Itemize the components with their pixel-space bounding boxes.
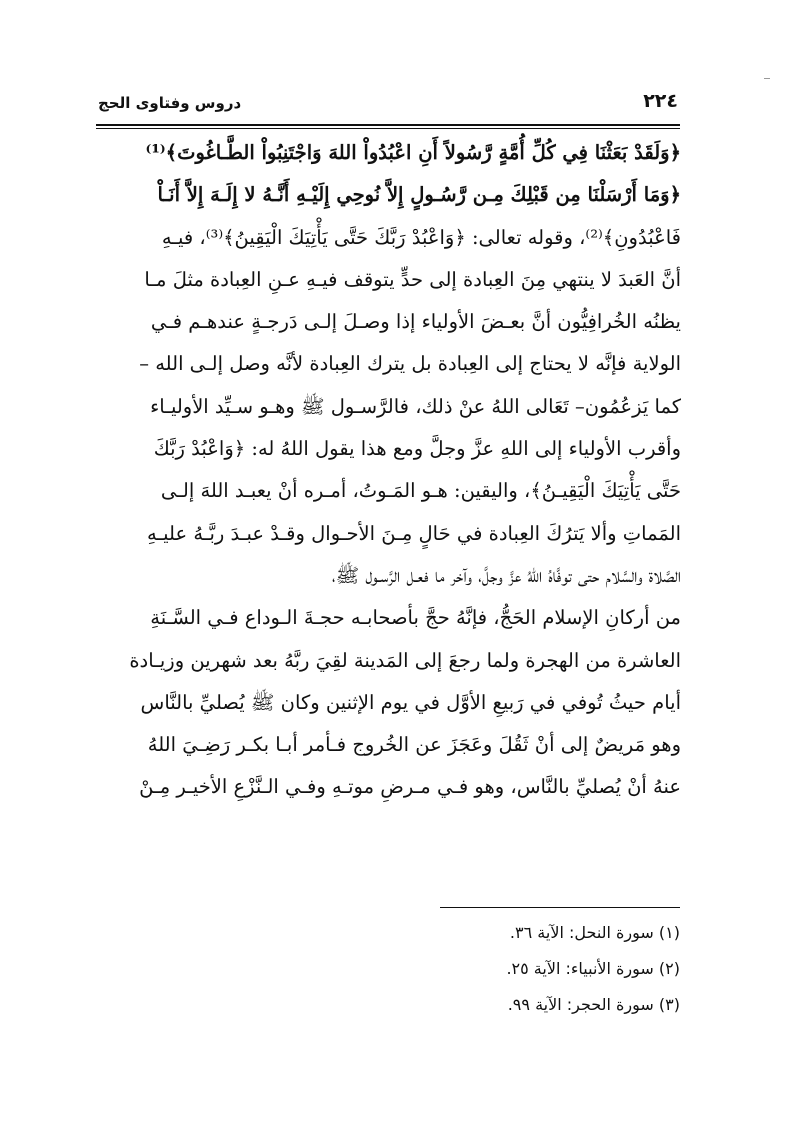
text-line: ﴿وَلَقَدْ بَعَثْنَا فِي كُلِّ أُمَّةٍ رَّسُولاً أَنِ اعْبُدُواْ اللهَ وَاجْتَنِبُواْ الطَّـاغُوتَ﴾⁽¹⁾: [145, 141, 681, 164]
text-line: ﴿وَمَا أَرْسَلْنَا مِن قَبْلِكَ مِـن رَّسُـولٍ إِلاَّ نُوحِي إِلَيْـهِ أَنَّـهُ لا إِلَـهَ إِلاَّ أَنَـاْ: [157, 183, 681, 207]
text-line: عنهُ أنْ يُصليِّ بالنَّاس، وهو فـي مـرضِ موتـهِ وفـي الـنَّزْعِ الأخيـر مِـنْ: [139, 775, 681, 799]
text-line: كما يَزعُمُون– تَعَالى اللهُ عنْ ذلك، فالرَّسـول ﷺ وهـو سـيِّد الأوليـاء: [150, 394, 681, 418]
text-line: الولاية فإنَّه لا يحتاج إلى العِبادة بل يترك العِبادة لأنَّه وصل إلـى الله –: [139, 352, 681, 376]
text-line: الصَّلاة والسَّلام حتى توفَّاهُ اللهُ عزَّ وجلَّ، وآخر ما فعـل الرَّسـول ﷺ،: [331, 563, 681, 587]
text-line: فَاعْبُدُونِ﴾⁽²⁾، وقوله تعالى: ﴿وَاعْبُدْ رَبَّكَ حَتَّى يَأْتِيَكَ الْيَقِينُ﴾⁽³⁾، فيـهِ: [161, 225, 681, 249]
text-line: أنَّ العَبدَ لا ينتهي مِنَ العِبادة إلى حدٍّ يتوقف فيـهِ عـنِ العِبادة مثلَ مـا: [144, 267, 681, 291]
footnote: (٣) سورة الحجر: الآية ٩٩.: [507, 995, 680, 1014]
text-line: من أركانِ الإسلام الحَجُّ، فإنَّهُ حجَّ بأصحابـه حجـةَ الـوداع فـي السَّـنَةِ: [150, 606, 681, 630]
scan-mark: [764, 78, 770, 79]
header-rule: [96, 124, 680, 126]
text-line: أيام حيثُ تُوفي في رَبيعِ الأوَّل في يوم الإثنين وكان ﷺ يُصليِّ بالنَّاس: [140, 690, 681, 714]
footnotes: [300, 915, 680, 1023]
text-line: العاشرة من الهجرة ولما رجعَ إلى المَدينة لقِيَ ربَّهُ بعد شهرين وزيـادة: [129, 648, 681, 672]
footnote-rule: [440, 907, 680, 908]
text-line: وأقرب الأولياء إلى اللهِ عزَّ وجلَّ ومع هذا يقول اللهُ له: ﴿وَاعْبُدْ رَبَّكَ: [153, 437, 681, 461]
footnote: (٢) سورة الأنبياء: الآية ٢٥.: [506, 959, 680, 978]
page-header: [98, 90, 678, 120]
running-title: دروس وفتاوى الحج: [98, 94, 242, 112]
text-line: وهو مَريضٌ إلى أنْ ثَقُلَ وعَجَزَ عن الخُروج فـأمر أبـا بكـر رَضِـيَ اللهُ: [147, 733, 681, 757]
text-line: يظنُه الخُرافِيُّون أنَّ بعـضَ الأولياء إذا وصـلَ إلـى دَرجـةٍ عندهـم فـي: [150, 310, 681, 334]
page-number: ٢٢٤: [643, 90, 678, 112]
footnote: (١) سورة النحل: الآية ٣٦.: [509, 923, 680, 942]
text-line: حَتَّى يَأْتِيَكَ الْيَقِيـنُ﴾، واليقين: هـو المَـوتُ، أمـره أنْ يعبـد اللهَ إلـى: [160, 479, 681, 503]
body-text: [93, 132, 681, 809]
text-line: المَماتِ وألا يَترُكَ العِبادة في حَالٍ مِـنَ الأحـوال وقـدْ عبـدَ ربَّـهُ عليـهِ: [147, 521, 681, 545]
header-rule-thin: [96, 128, 680, 129]
